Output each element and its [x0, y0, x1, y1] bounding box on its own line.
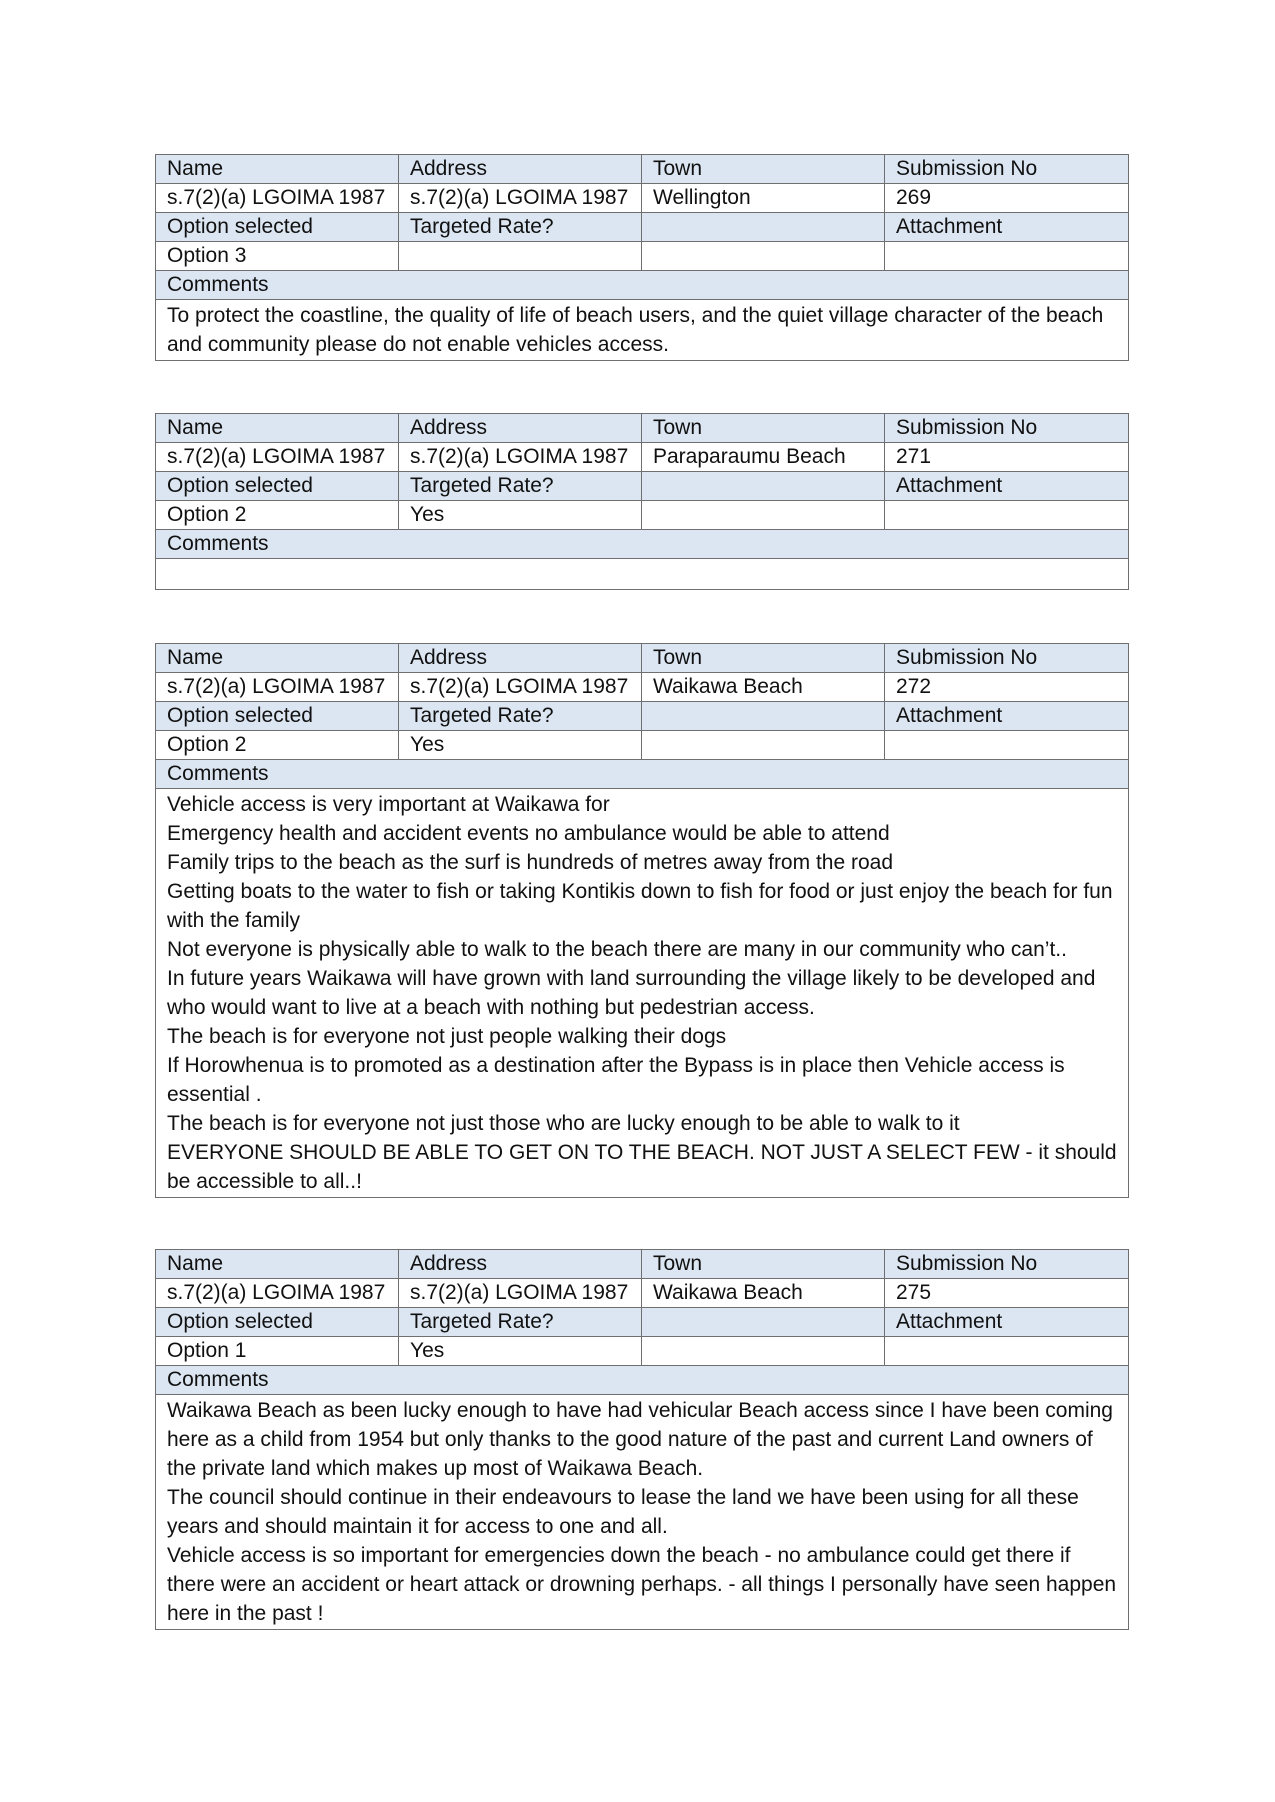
comment-line: If Horowhenua is to promoted as a destination after the Bypass is in place then Vehicle access is essential .: [167, 1054, 1065, 1106]
option-value: Option 2: [156, 501, 399, 530]
targeted-rate-value: Yes: [399, 1337, 642, 1366]
targeted-rate-value: Yes: [399, 731, 642, 760]
blank-header-cell: [642, 1308, 885, 1337]
submission-no-value: 275: [885, 1279, 1129, 1308]
comments-body: [156, 300, 1129, 361]
targeted-rate-header: Targeted Rate?: [399, 702, 642, 731]
submission-no-header: Submission No: [885, 155, 1129, 184]
name-value: s.7(2)(a) LGOIMA 1987: [156, 673, 399, 702]
blank-cell: [642, 242, 885, 271]
town-header: Town: [642, 644, 885, 673]
town-value: Wellington: [642, 184, 885, 213]
town-value: Waikawa Beach: [642, 673, 885, 702]
comments-body: [156, 1395, 1129, 1630]
name-header: Name: [156, 1250, 399, 1279]
option-row: [156, 242, 1129, 271]
detail-row: [156, 184, 1129, 213]
comments-row: [156, 1395, 1129, 1630]
option-value: Option 2: [156, 731, 399, 760]
town-header: Town: [642, 155, 885, 184]
option-header-row: [156, 702, 1129, 731]
town-value: Waikawa Beach: [642, 1279, 885, 1308]
option-header-row: [156, 213, 1129, 242]
address-header: Address: [399, 155, 642, 184]
option-selected-header: Option selected: [156, 1308, 399, 1337]
town-value: Paraparaumu Beach: [642, 443, 885, 472]
targeted-rate-value: Yes: [399, 501, 642, 530]
comments-header: Comments: [156, 530, 1129, 559]
submission-no-value: 269: [885, 184, 1129, 213]
blank-header-cell: [642, 213, 885, 242]
option-header-row: [156, 1308, 1129, 1337]
submission-table: [155, 1249, 1129, 1630]
address-header: Address: [399, 1250, 642, 1279]
option-value: Option 1: [156, 1337, 399, 1366]
comment-line: Family trips to the beach as the surf is hundreds of metres away from the road: [167, 851, 893, 874]
submission-no-header: Submission No: [885, 414, 1129, 443]
detail-row: [156, 443, 1129, 472]
attachment-value: [885, 501, 1129, 530]
comments-row: [156, 300, 1129, 361]
address-value: s.7(2)(a) LGOIMA 1987: [399, 443, 642, 472]
attachment-header: Attachment: [885, 1308, 1129, 1337]
comment-line: Waikawa Beach as been lucky enough to have had vehicular Beach access since I have been coming here as a child from 1954 but only thanks to the good nature of the past and current Land owners of the private land which makes up most of Waikawa Beach.: [167, 1399, 1113, 1480]
attachment-header: Attachment: [885, 472, 1129, 501]
attachment-header: Attachment: [885, 702, 1129, 731]
blank-cell: [642, 501, 885, 530]
comment-line: Emergency health and accident events no ambulance would be able to attend: [167, 822, 890, 845]
name-header: Name: [156, 644, 399, 673]
name-header: Name: [156, 155, 399, 184]
header-row: [156, 1250, 1129, 1279]
comments-header: Comments: [156, 760, 1129, 789]
comments-header-row: [156, 1366, 1129, 1395]
comment-line: Not everyone is physically able to walk to the beach there are many in our community who can’t..: [167, 938, 1067, 961]
submission-no-header: Submission No: [885, 644, 1129, 673]
comments-header-row: [156, 760, 1129, 789]
attachment-value: [885, 242, 1129, 271]
header-row: [156, 644, 1129, 673]
comments-header-row: [156, 530, 1129, 559]
comments-body: [156, 559, 1129, 590]
address-value: s.7(2)(a) LGOIMA 1987: [399, 673, 642, 702]
submission-no-header: Submission No: [885, 1250, 1129, 1279]
header-row: [156, 155, 1129, 184]
address-header: Address: [399, 414, 642, 443]
comments-header: Comments: [156, 271, 1129, 300]
blank-cell: [642, 1337, 885, 1366]
name-header: Name: [156, 414, 399, 443]
name-value: s.7(2)(a) LGOIMA 1987: [156, 443, 399, 472]
attachment-header: Attachment: [885, 213, 1129, 242]
comment-line: The beach is for everyone not just people walking their dogs: [167, 1025, 727, 1048]
option-value: Option 3: [156, 242, 399, 271]
comment-line: To protect the coastline, the quality of life of beach users, and the quiet village character of the beach and community please do not enable vehicles access.: [167, 304, 1104, 356]
submission-no-value: 272: [885, 673, 1129, 702]
option-row: [156, 731, 1129, 760]
town-header: Town: [642, 414, 885, 443]
attachment-value: [885, 1337, 1129, 1366]
comments-row: [156, 559, 1129, 590]
targeted-rate-header: Targeted Rate?: [399, 213, 642, 242]
comment-line: Vehicle access is so important for emergencies down the beach - no ambulance could get there if there were an accident or heart attack or drowning perhaps. - all things I personally have seen happen here in the past !: [167, 1544, 1117, 1625]
comment-line: The council should continue in their endeavours to lease the land we have been using for all these years and should maintain it for access to one and all.: [167, 1486, 1079, 1538]
submission-table: [155, 413, 1129, 590]
address-header: Address: [399, 644, 642, 673]
submission-table: [155, 154, 1129, 361]
submission-table: [155, 643, 1129, 1198]
option-selected-header: Option selected: [156, 702, 399, 731]
targeted-rate-header: Targeted Rate?: [399, 1308, 642, 1337]
option-row: [156, 1337, 1129, 1366]
comments-header-row: [156, 271, 1129, 300]
blank-header-cell: [642, 472, 885, 501]
option-selected-header: Option selected: [156, 213, 399, 242]
blank-cell: [642, 731, 885, 760]
comments-body: [156, 789, 1129, 1198]
option-row: [156, 501, 1129, 530]
town-header: Town: [642, 1250, 885, 1279]
targeted-rate-value: [399, 242, 642, 271]
comment-line: Getting boats to the water to fish or taking Kontikis down to fish for food or just enjoy the beach for fun with the family: [167, 880, 1113, 932]
address-value: s.7(2)(a) LGOIMA 1987: [399, 1279, 642, 1308]
detail-row: [156, 1279, 1129, 1308]
name-value: s.7(2)(a) LGOIMA 1987: [156, 1279, 399, 1308]
detail-row: [156, 673, 1129, 702]
name-value: s.7(2)(a) LGOIMA 1987: [156, 184, 399, 213]
header-row: [156, 414, 1129, 443]
blank-header-cell: [642, 702, 885, 731]
option-selected-header: Option selected: [156, 472, 399, 501]
submission-no-value: 271: [885, 443, 1129, 472]
comments-row: [156, 789, 1129, 1198]
option-header-row: [156, 472, 1129, 501]
comment-line: Vehicle access is very important at Waikawa for: [167, 793, 610, 816]
attachment-value: [885, 731, 1129, 760]
targeted-rate-header: Targeted Rate?: [399, 472, 642, 501]
address-value: s.7(2)(a) LGOIMA 1987: [399, 184, 642, 213]
comments-header: Comments: [156, 1366, 1129, 1395]
comment-line: EVERYONE SHOULD BE ABLE TO GET ON TO THE BEACH. NOT JUST A SELECT FEW - it should be accessible to all..!: [167, 1141, 1117, 1193]
comment-line: In future years Waikawa will have grown with land surrounding the village likely to be developed and who would want to live at a beach with nothing but pedestrian access.: [167, 967, 1096, 1019]
comment-line: The beach is for everyone not just those who are lucky enough to be able to walk to it: [167, 1112, 960, 1135]
